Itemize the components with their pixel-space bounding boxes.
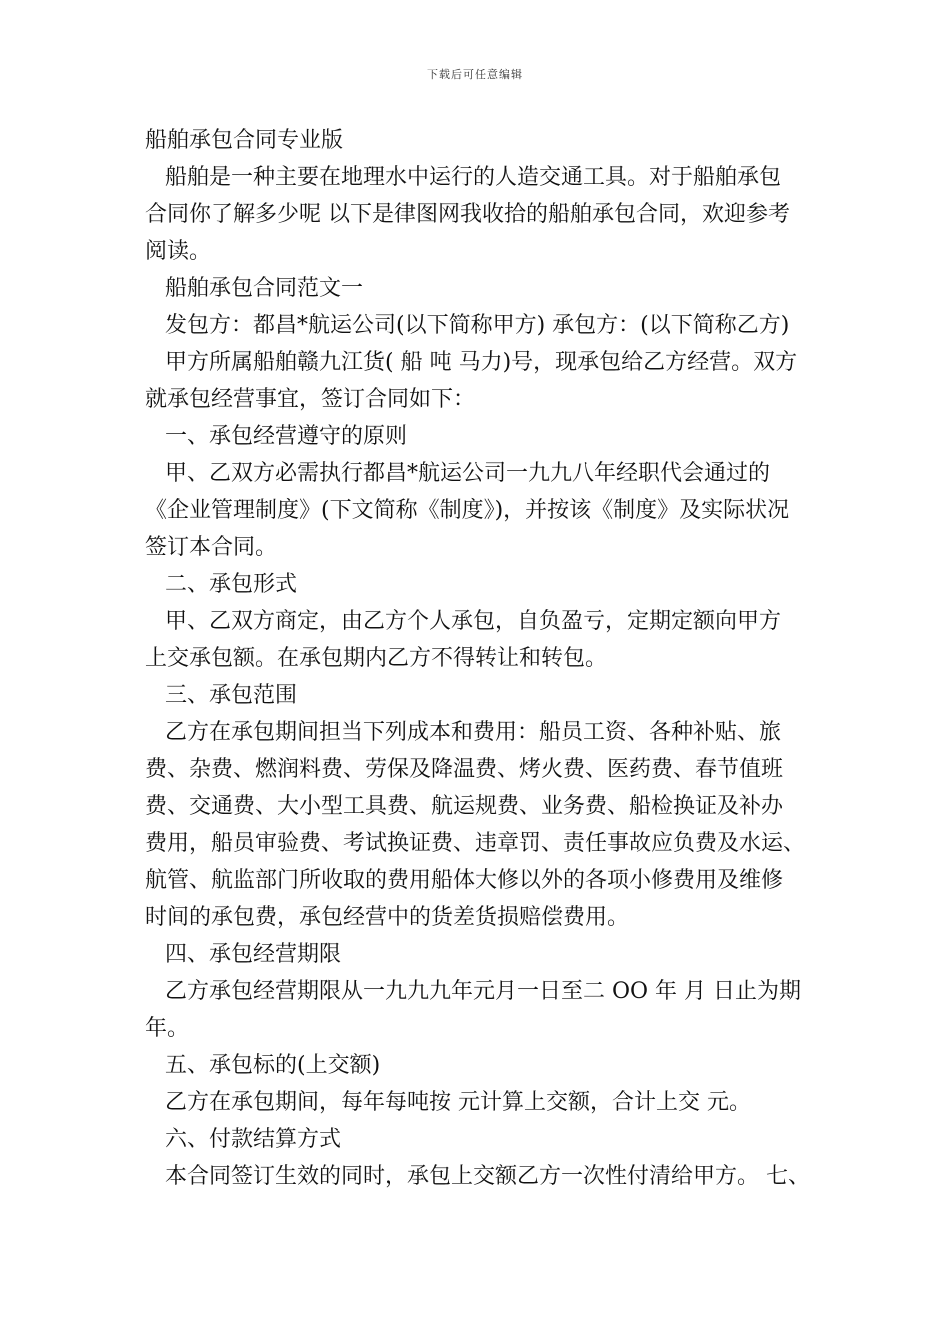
- document-line: 乙方在承包期间，每年每吨按 元计算上交额，合计上交 元。: [165, 1090, 751, 1115]
- document-line: 签订本合同。: [145, 535, 278, 560]
- document-line: 本合同签订生效的同时，承包上交额乙方一次性付清给甲方。 七、: [165, 1164, 810, 1189]
- document-line: 四、承包经营期限: [165, 942, 342, 967]
- document-line: 三、承包范围: [165, 683, 298, 708]
- document-line: 《企业管理制度》(下文简称《制度》)，并按该《制度》及实际状况: [145, 498, 790, 523]
- document-line: 合同你了解多少呢 以下是律图网我收拾的船舶承包合同，欢迎参考: [145, 202, 790, 227]
- document-line: 上交承包额。在承包期内乙方不得转让和转包。: [145, 646, 608, 671]
- document-line: 乙方承包经营期限从一九九九年元月一日至二 OO 年 月 日止为期: [165, 979, 802, 1004]
- document-line: 费用，船员审验费、考试换证费、违章罚、责任事故应负费及水运、: [145, 831, 806, 856]
- document-line: 二、承包形式: [165, 572, 298, 597]
- document-line: 乙方在承包期间担当下列成本和费用：船员工资、各种补贴、旅: [165, 720, 782, 745]
- page-header-note: 下载后可任意编辑: [427, 68, 523, 81]
- document-line: 甲、乙双方必需执行都昌*航运公司一九九八年经职代会通过的: [165, 461, 771, 486]
- document-line: 航管、航监部门所收取的费用船体大修以外的各项小修费用及维修: [145, 868, 784, 893]
- document-line: 五、承包标的(上交额): [165, 1053, 381, 1078]
- document-line: 一、承包经营遵守的原则: [165, 424, 408, 449]
- document-line: 甲、乙双方商定，由乙方个人承包，自负盈亏，定期定额向甲方: [165, 609, 782, 634]
- document-line: 船舶是一种主要在地理水中运行的人造交通工具。对于船舶承包: [165, 165, 782, 190]
- document-line: 费、交通费、大小型工具费、航运规费、业务费、船检换证及补办: [145, 794, 784, 819]
- document-line: 甲方所属船舶赣九江货( 船 吨 马力)号，现承包给乙方经营。双方: [165, 350, 798, 375]
- document-line: 费、杂费、燃润料费、劳保及降温费、烤火费、医药费、春节值班: [145, 757, 784, 782]
- document-line: 船舶承包合同范文一: [165, 276, 364, 301]
- document-line: 时间的承包费，承包经营中的货差货损赔偿费用。: [145, 905, 630, 930]
- document-title: 船舶承包合同专业版: [145, 128, 344, 153]
- document-line: 就承包经营事宜，签订合同如下：: [145, 387, 476, 412]
- document-line: 六、付款结算方式: [165, 1127, 342, 1152]
- document-body: [145, 122, 825, 1195]
- document-line: 发包方：都昌*航运公司(以下简称甲方) 承包方：(以下简称乙方): [165, 313, 790, 338]
- document-line: 阅读。: [145, 239, 212, 264]
- document-line: 年。: [145, 1016, 190, 1041]
